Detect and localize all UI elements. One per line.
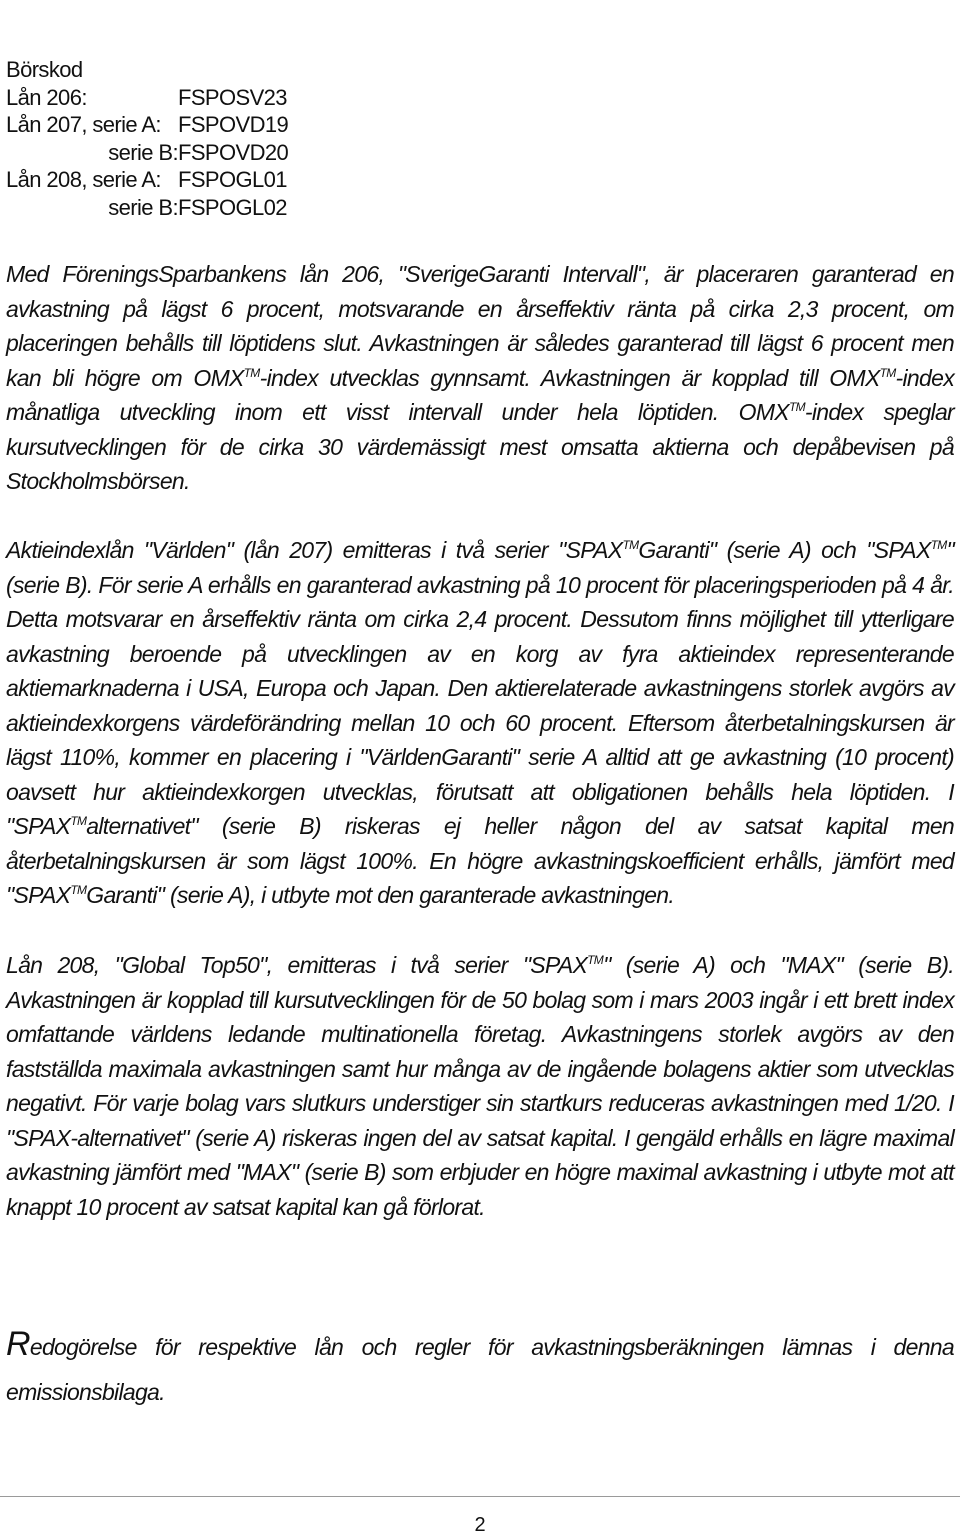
ticker-code-value: FSPOGL02: [178, 194, 287, 220]
text-run: Garanti" (serie A), i utbyte mot den garanterade avkastningen.: [86, 882, 675, 908]
ticker-code-label: Lån 207, serie A:: [6, 112, 161, 137]
text-run: -index månatliga utveckling inom ett visst intervall under hela löptiden. OMX: [6, 364, 954, 425]
trademark-mark: TM: [70, 814, 87, 828]
ticker-code-row: [6, 139, 288, 167]
dropcap-letter: R: [6, 1325, 30, 1363]
paragraph-loan-208: [6, 948, 954, 1224]
ticker-code-value: FSPOVD20: [178, 139, 289, 165]
ticker-codes-heading: Börskod: [6, 57, 83, 82]
text-run: alternativet" (serie B) riskeras ej heller någon del av satsat kapital men återbetalningskursen är som lägst 100%. En högre avkastningskoefficient erhålls, jämfört med "SPAX: [6, 813, 954, 908]
paragraph-loan-206: [6, 257, 954, 499]
footer-divider: [0, 1496, 960, 1497]
ticker-code-row: [6, 194, 288, 222]
trademark-mark: TM: [930, 538, 947, 552]
trademark-mark: TM: [622, 538, 639, 552]
ticker-code-row: [6, 166, 288, 194]
trademark-mark: TM: [587, 953, 604, 967]
trademark-mark: TM: [70, 883, 87, 897]
trademark-mark: TM: [879, 365, 896, 380]
ticker-code-label: Lån 208, serie A:: [6, 167, 161, 192]
text-run: -index utvecklas gynnsamt. Avkastningen är kopplad till OMX: [259, 364, 880, 391]
page-number: 2: [474, 1514, 486, 1536]
ticker-code-label: serie B:: [108, 194, 178, 220]
text-run: Garanti" (serie A) och "SPAX: [638, 537, 931, 563]
text-run: Lån 208, "Global Top50", emitteras i två serier "SPAX: [6, 952, 588, 978]
text-run: edogörelse för respektive lån och regler för avkastningsberäkningen lämnas i denna emissionsbilaga.: [6, 1334, 954, 1405]
ticker-code-label: Lån 206:: [6, 84, 87, 110]
text-run: Aktieindexlån "Världen" (lån 207) emitteras i två serier "SPAX: [6, 537, 623, 563]
ticker-codes-block: [6, 56, 288, 221]
ticker-code-row: [6, 84, 288, 112]
ticker-code-value: FSPOSV23: [178, 84, 287, 110]
text-run: " (serie A) och "MAX" (serie B). Avkastningen är kopplad till kursutvecklingen för de 50 bolag som i mars 2003 ingår i ett brett index omfattande världens ledande multinationella företag. Avkastningens storlek avgörs av den fastställda maximala avkastningen samt hur många av de ingående bolagens aktier som utvecklas negativt. För varje bolag vars slutkurs understiger sin startkurs reduceras avkastningen med 1/20. I "SPAX-alternativet" (serie A) riskeras ingen del av satsat kapital. I gengäld erhålls en lägre maximal avkastning jämfört med "MAX" (serie B) som erbjuder en högre maximal avkastning i utbyte mot att knappt 10 procent av satsat kapital kan gå förlorat.: [6, 952, 954, 1220]
trademark-mark: TM: [788, 400, 805, 414]
trademark-mark: TM: [243, 365, 260, 380]
text-run: " (serie B). För serie A erhålls en garanterad avkastning på 10 procent för placeringsperioden på 4 år. Detta motsvarar en årseffektiv ränta om cirka 2,4 procent. Dessutom finns möjlighet till ytterligare avkastning beroende på utvecklingen av en korg av fyra aktieindex representerande aktiemarknaderna i USA, Europa och Japan. Den aktierelaterade avkastningens storlek avgörs av aktieindexkorgens värdeförändring mellan 10 och 60 procent. Eftersom återbetalningskursen är lägst 110%, kommer en placering i "VärldenGaranti" serie A alltid att ge avkastning (10 procent) oavsett hur aktieindexkorgen utvecklas, förutsatt att obligationen behålls hela löptiden. I "SPAX: [6, 537, 954, 839]
ticker-code-row: [6, 111, 288, 139]
text-run: Med FöreningsSparbankens lån 206, "SverigeGaranti Intervall", är placeraren garanterad en avkastning på lägst 6 procent, motsvarande en årseffektiv ränta på cirka 2,3 procent, om placeringen behålls till löptidens slut. Avkastningen är således garanterad till lägst 6 procent men kan bli högre om OMX: [6, 261, 954, 391]
text-run: -index speglar kursutvecklingen för de cirka 30 värdemässigt mest omsatta aktierna och depåbevisen på Stockholmsbörsen.: [6, 399, 954, 494]
paragraph-closing-note: [6, 1322, 954, 1415]
paragraph-loan-207: [6, 533, 954, 913]
ticker-code-value: FSPOVD19: [178, 112, 289, 137]
ticker-code-label: serie B:: [108, 139, 178, 165]
ticker-code-value: FSPOGL01: [178, 167, 287, 192]
